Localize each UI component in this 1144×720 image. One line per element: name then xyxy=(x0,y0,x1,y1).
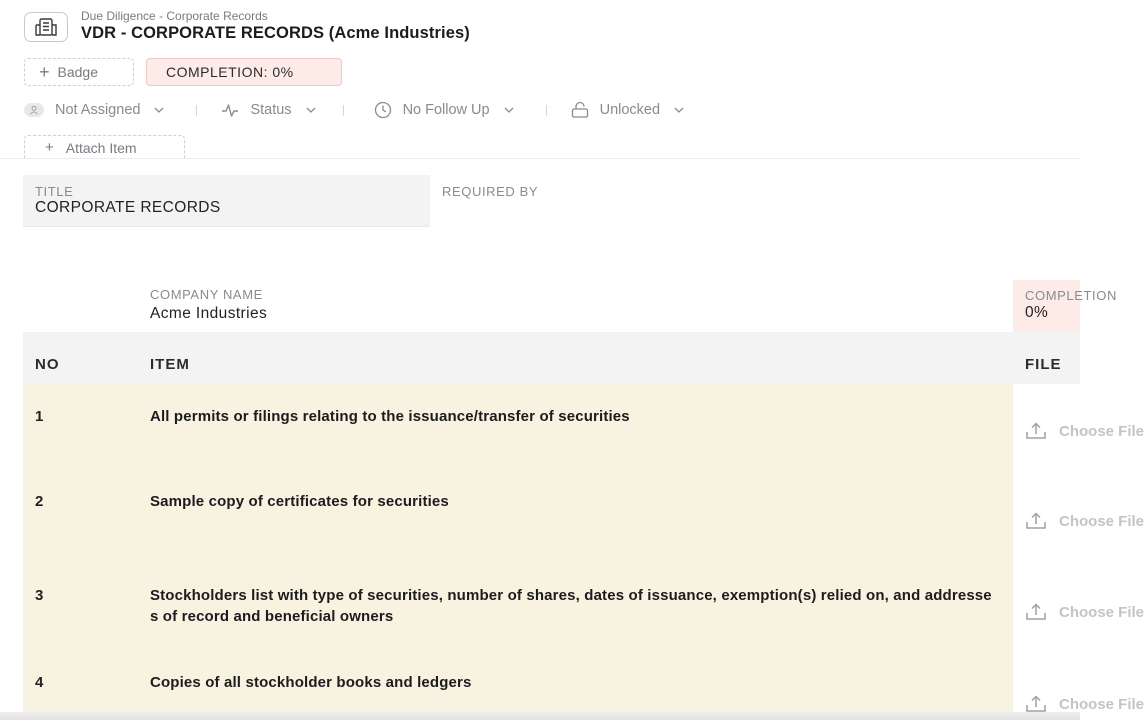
chevron-down-icon xyxy=(154,107,164,113)
completion-field-label: COMPLETION xyxy=(1025,288,1117,303)
column-header-no: NO xyxy=(35,356,60,373)
title-field-value: CORPORATE RECORDS xyxy=(35,199,221,216)
building-document-icon xyxy=(24,12,68,42)
section-divider xyxy=(0,158,1080,159)
row-item-text: Copies of all stockholder books and ledgers xyxy=(150,674,472,691)
completion-badge: COMPLETION: 0% xyxy=(146,58,342,86)
table-body xyxy=(23,384,1144,720)
company-name-label: COMPANY NAME xyxy=(150,287,263,302)
unlock-icon xyxy=(571,102,589,118)
row-number: 3 xyxy=(35,587,44,604)
status-label: Status xyxy=(250,102,292,118)
table-header xyxy=(23,332,1080,384)
row-number: 2 xyxy=(35,493,44,510)
choose-file-label: Choose File xyxy=(1059,422,1144,440)
company-name-value: Acme Industries xyxy=(150,305,268,322)
row-item-text: All permits or filings relating to the issuance/transfer of securities xyxy=(150,408,630,425)
plus-icon: + xyxy=(39,62,50,82)
upload-icon xyxy=(1025,603,1047,621)
choose-file-label: Choose File xyxy=(1059,512,1144,530)
choose-file-button[interactable] xyxy=(1025,695,1144,713)
required-by-field[interactable] xyxy=(442,184,538,199)
page-header xyxy=(24,10,470,43)
badge-bar xyxy=(24,58,342,86)
chevron-down-icon xyxy=(674,107,684,113)
table-row xyxy=(23,654,1144,720)
follow-up-dropdown[interactable] xyxy=(374,101,514,119)
choose-file-button[interactable] xyxy=(1025,422,1144,440)
breadcrumb[interactable]: Due Diligence - Corporate Records xyxy=(81,9,268,23)
attach-item-label: Attach Item xyxy=(65,139,137,156)
meta-divider xyxy=(196,105,197,116)
page-title: VDR - CORPORATE RECORDS (Acme Industries) xyxy=(81,24,470,42)
meta-bar xyxy=(24,98,684,122)
row-item-text: Stockholders list with type of securities, number of shares, dates of issuance, exemption(s) relied on, and addresses of record and beneficial owners xyxy=(150,587,992,625)
upload-icon xyxy=(1025,695,1047,713)
choose-file-button[interactable] xyxy=(1025,512,1144,530)
choose-file-label: Choose File xyxy=(1059,695,1144,713)
add-badge-button[interactable] xyxy=(24,58,134,86)
choose-file-label: Choose File xyxy=(1059,603,1144,621)
title-field[interactable] xyxy=(23,175,430,227)
upload-icon xyxy=(1025,512,1047,530)
lock-dropdown[interactable] xyxy=(571,102,684,118)
choose-file-button[interactable] xyxy=(1025,603,1144,621)
scroll-edge-shadow xyxy=(0,712,1080,720)
upload-icon xyxy=(1025,422,1047,440)
row-number: 1 xyxy=(35,408,44,425)
company-name-field xyxy=(150,287,267,323)
assignee-label: Not Assigned xyxy=(55,102,141,118)
lock-label: Unlocked xyxy=(599,102,661,118)
user-avatar-icon xyxy=(24,103,44,117)
assignee-dropdown[interactable] xyxy=(24,102,164,118)
chevron-down-icon xyxy=(504,107,514,113)
completion-field-value: 0% xyxy=(1025,304,1049,321)
title-field-label: TITLE xyxy=(35,184,74,199)
plus-icon: + xyxy=(45,139,54,156)
table-row xyxy=(23,563,1144,654)
follow-up-label: No Follow Up xyxy=(402,102,490,118)
status-dropdown[interactable] xyxy=(221,102,315,118)
chevron-down-icon xyxy=(306,107,316,113)
activity-icon xyxy=(221,103,239,117)
row-item-text: Sample copy of certificates for securities xyxy=(150,493,449,510)
attach-item-button[interactable] xyxy=(24,135,185,159)
row-number: 4 xyxy=(35,674,44,691)
table-row xyxy=(23,384,1144,469)
column-header-file: FILE xyxy=(1025,356,1062,373)
table-row xyxy=(23,469,1144,563)
meta-divider xyxy=(343,105,344,116)
required-by-label: REQUIRED BY xyxy=(442,184,539,199)
clock-icon xyxy=(374,101,392,119)
completion-field xyxy=(1013,280,1117,332)
column-header-item: ITEM xyxy=(150,356,190,373)
add-badge-label: Badge xyxy=(57,64,98,80)
meta-divider xyxy=(546,105,547,116)
